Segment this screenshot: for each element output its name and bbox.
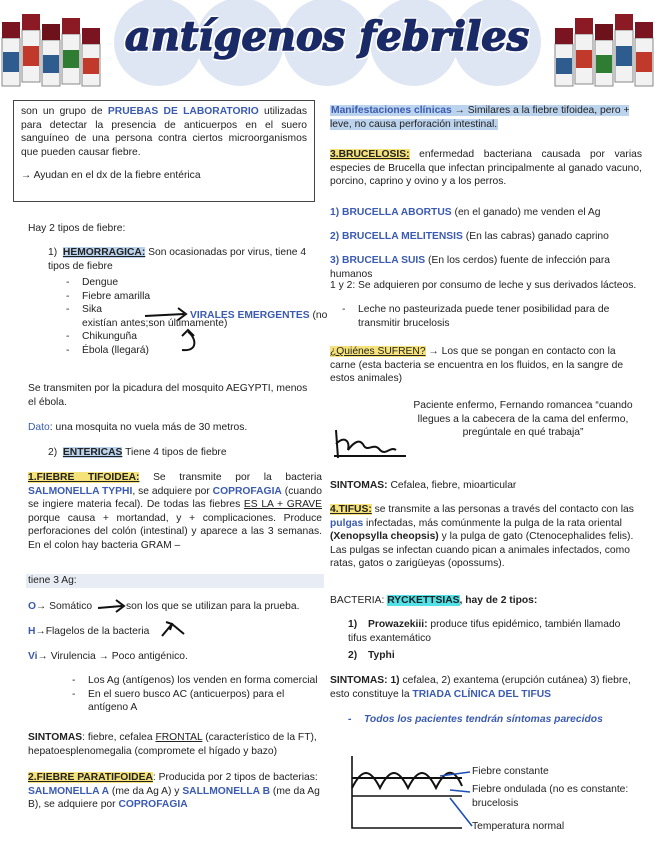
fever-types-heading: Hay 2 tipos de fiebre: xyxy=(28,223,126,234)
clinical-manifestations: Manifestaciones clínicas → Similares a la fiebre tifoidea, pero + leve, no causa perforación intestinal. xyxy=(330,105,630,130)
brucellosis-section: 3.BRUCELOSIS: enfermedad bacteriana causada por varias especies de Brucella que infectan principalmente al ganado vacuno, porcino, caprino y ovino y a los perros. xyxy=(330,149,642,188)
graph-label-normal: Temperatura normal xyxy=(472,821,565,832)
list-item: - Leche no pasteurizada puede tener posibilidad para de transmitir brucelosis xyxy=(336,303,626,330)
arrow-icon xyxy=(158,618,188,640)
list-item: - Todos los pacientes tendrán síntomas parecidos xyxy=(342,713,642,727)
hemorrhagic-section: 1) HEMORRAGICA: Son ocasionadas por virus, tiene 4 tipos de fiebre xyxy=(48,247,307,272)
antigen-o-note: son los que se utilizan para la prueba. xyxy=(126,601,300,612)
brucellosis-symptoms: SINTOMAS: Cefalea, fiebre, mioarticular xyxy=(330,480,517,491)
signature-scribble-icon xyxy=(330,420,412,470)
viral-emergent-label: VIRALES EMERGENTES (no xyxy=(190,310,328,321)
intro-note: → Ayudan en el dx de la fiebre entérica xyxy=(21,170,201,182)
list-item: - Fiebre amarilla xyxy=(60,290,260,304)
list-item: - Dengue xyxy=(60,276,260,290)
antigens-heading: tiene 3 Ag: xyxy=(26,574,324,588)
rickettsia-prowazekii: 1) Prowazekiii: produce tifus epidémico, también llamado tifus exantemático xyxy=(348,619,621,644)
list-item: - En el suero busco AC (anticuerpos) para el antígeno A xyxy=(66,688,324,715)
intro-box xyxy=(13,100,315,202)
list-item: existían antes;son últimamente) xyxy=(82,317,228,329)
intro-definition: son un grupo de PRUEBAS DE LABORATORIO utilizadas para detectar la presencia de anticuerpos en el suero sanguíneo de una persona contra ciertos microorganismos que pueden causar fiebre. xyxy=(21,106,307,158)
brucella-abortus: 1) BRUCELLA ABORTUS (en el ganado) me venden el Ag xyxy=(330,207,601,218)
typhoid-section: 1.FIEBRE TIFOIDEA: Se transmite por la bacteria SALMONELLA TYPHI, se adquiere por COPROFAGIA (cuando se ingiere materia fecal). De todas las fiebres ES LA + GRAVE porque causa + mortandad, y + complicaciones. Produce perforaciones del colón (intestinal) y aparece a las 3 semanas. En el colon hay bacteria GRAM – xyxy=(28,472,323,551)
similar-symptoms-note xyxy=(342,713,642,727)
brucella-melitensis: 2) BRUCELLA MELITENSIS (En las cabras) ganado caprino xyxy=(330,231,609,242)
graph-label-constant: Fiebre constante xyxy=(472,766,549,777)
typhus-section: 4.TIFUS: se transmite a las personas a través del contacto con las pulgas infectadas, más comúnmente la pulga de la rata oriental (Xenopsylla cheopsis) y la pulga de gato (Ctenocephalides felis). Las pulgas se infectan cuando pican a animales infectados, como ratas, gatos o zarigüeyas (opossums). xyxy=(330,504,634,570)
milk-note xyxy=(336,303,626,330)
list-item: - Ébola (llegará) xyxy=(60,344,260,358)
page-title: antígenos febriles xyxy=(124,13,530,60)
transmission-text: Se transmiten por la picadura del mosquito AEGYPTI, menos el ébola. xyxy=(28,383,308,408)
enteric-section: 2) ENTERICAS Tiene 4 tipos de fiebre xyxy=(48,447,227,458)
dato-text: Dato: una mosquita no vuela más de 30 metros. xyxy=(28,422,248,433)
list-item: - Sika xyxy=(60,303,260,317)
arrow-icon xyxy=(96,596,130,616)
antigen-h: H→Flagelos de la bacteria xyxy=(28,626,150,637)
paratyphoid-section: 2.FIEBRE PARATIFOIDEA: Producida por 2 tipos de bacterias: SALMONELLA A (me da Ag A) y SALLMONELLA B (me da Ag B), se adquiere por COPROFAGIA xyxy=(28,772,320,811)
antigen-o: O→ Somático xyxy=(28,601,93,612)
antigen-notes xyxy=(66,674,324,715)
typhoid-symptoms: SINTOMAS: fiebre, cefalea FRONTAL (característico de la FT), hepatoesplenomegalia (compromete el hígado y bazo) xyxy=(28,732,317,757)
vial-cluster-right-icon xyxy=(555,14,653,86)
graph-label-undulant: Fiebre ondulada (no es constante: brucelosis xyxy=(472,784,629,809)
arrow-icon xyxy=(140,300,200,360)
who-suffers: ¿Quiénes SUFREN? → Los que se pongan en contacto con la carne (esta bacteria se encuentra en los fluidos, en la sangre de estos animales) xyxy=(330,346,624,385)
bacteria-line: BACTERIA: RYCKETTSIAS, hay de 2 tipos: xyxy=(330,595,538,606)
list-item: - Chikunguña xyxy=(60,330,260,344)
list-item: - Los Ag (antígenos) los venden en forma comercial xyxy=(66,674,324,688)
typhus-symptoms: SINTOMAS: 1) cefalea, 2) exantema (erupción cutánea) 3) fiebre, esto constituye la TRIADA CLÍNICA DEL TIFUS xyxy=(330,675,631,700)
fever-pattern-graph xyxy=(340,752,480,834)
vial-cluster-left-icon xyxy=(2,14,100,86)
antigen-vi: Vi→ Virulencia → Poco antigénico. xyxy=(28,651,188,662)
rickettsia-typhi: 2) Typhi xyxy=(348,650,395,661)
patient-quote: Paciente enfermo, Fernando romancea “cuando llegues a la cabecera de la cama del enfermo, pregúntale en qué trabaja” xyxy=(413,400,633,439)
brucella-transmission: 1 y 2: Se adquieren por consumo de leche y sus derivados lácteos. xyxy=(330,280,637,291)
brucella-suis: 3) BRUCELLA SUIS (En los cerdos) fuente de infección para humanos xyxy=(330,255,611,280)
